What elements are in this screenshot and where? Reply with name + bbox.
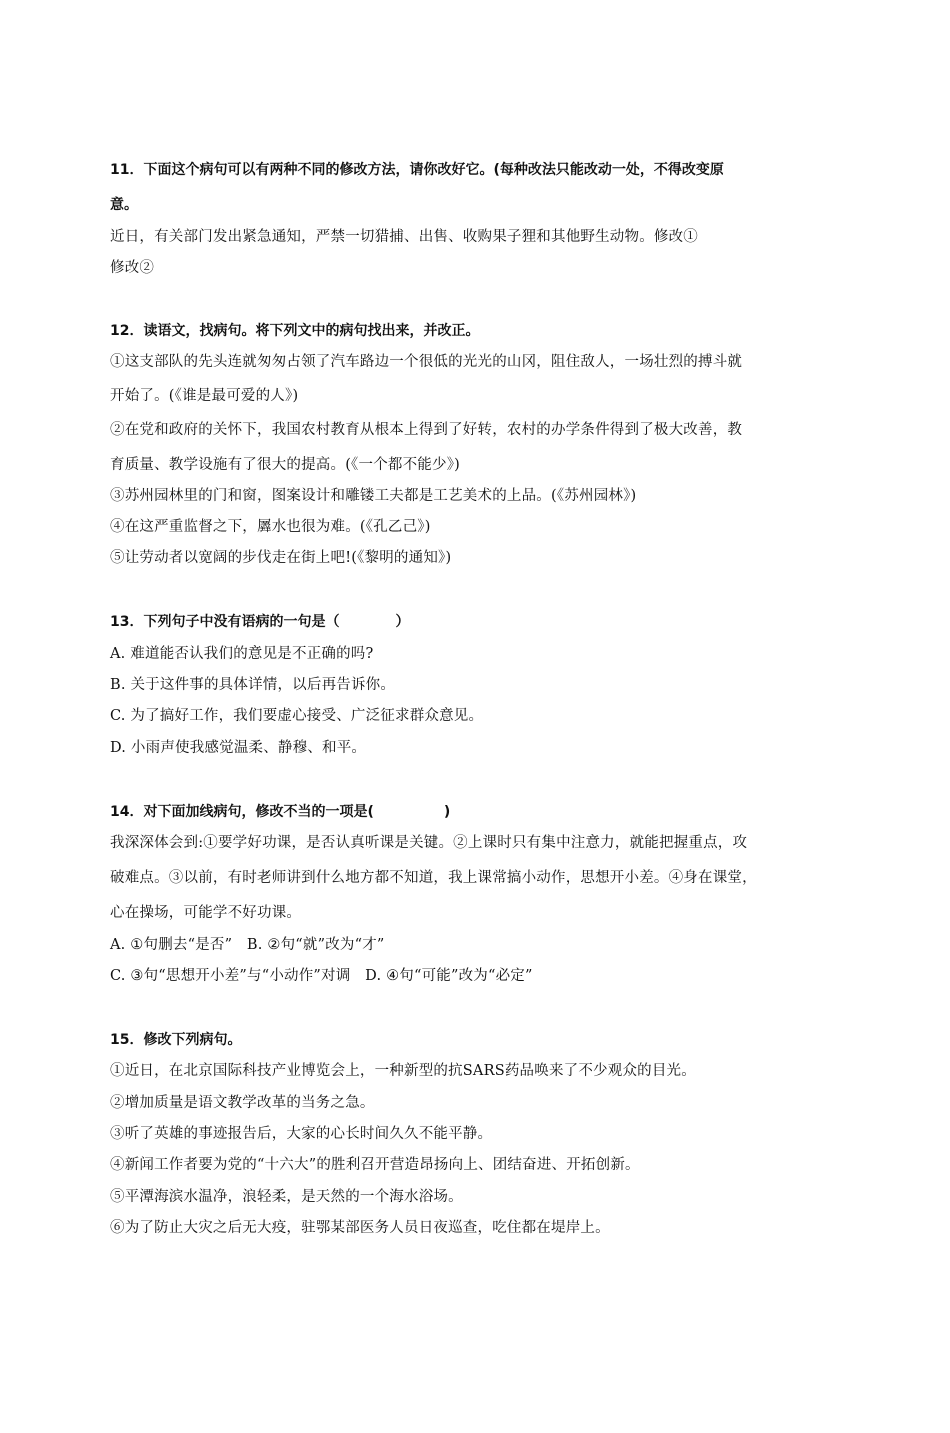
question-12-title: 12．读语文，找病句。将下列文中的病句找出来，并改正。 <box>110 323 480 339</box>
question-12-line-2: 开始了。(《谁是最可爱的人》) <box>110 388 299 404</box>
question-13-option-a: A. 难道能否认我们的意见是不正确的吗? <box>110 646 374 662</box>
question-15-item-1: ①近日，在北京国际科技产业博览会上，一种新型的抗SARS药品唤来了不少观众的目光。 <box>110 1063 696 1079</box>
question-15-item-3: ③听了英雄的事迹报告后，大家的心长时间久久不能平静。 <box>110 1126 493 1142</box>
question-14-options-cd: C. ③句“思想开小差”与“小动作”对调 D. ④句“可能”改为“必定” <box>110 968 533 984</box>
question-11-title: 11．下面这个病句可以有两种不同的修改方法，请你改好它。(每种改法只能改动一处，不得改变原 <box>110 162 724 178</box>
question-13-option-b: B. 关于这件事的具体详情，以后再告诉你。 <box>110 677 396 693</box>
question-12-line-3: ②在党和政府的关怀下，我国农村教育从根本上得到了好转，农村的办学条件得到了极大改善，教 <box>110 422 743 438</box>
question-14-line-3: 心在操场，可能学不好功课。 <box>110 905 302 921</box>
question-14-title: 14．对下面加线病句，修改不当的一项是( ) <box>110 804 451 820</box>
question-11-title-cont: 意。 <box>110 197 138 213</box>
question-15-item-2: ②增加质量是语文教学改革的当务之急。 <box>110 1095 375 1111</box>
question-12-line-4: 育质量、教学设施有了很大的提高。(《一个都不能少》) <box>110 457 461 473</box>
question-12-line-1: ①这支部队的先头连就匆匆占领了汽车路边一个很低的光光的山冈，阻住敌人，一场壮烈的搏斗就 <box>110 354 743 370</box>
question-11-line-2: 修改② <box>110 260 155 276</box>
question-14-line-1: 我深深体会到:①要学好功课，是否认真听课是关键。②上课时只有集中注意力，就能把握重点，攻 <box>110 835 748 851</box>
question-14-options-ab: A. ①句删去“是否” B. ②句“就”改为“才” <box>110 937 385 953</box>
question-15-item-4: ④新闻工作者要为党的“十六大”的胜利召开营造昂扬向上、团结奋进、开拓创新。 <box>110 1157 640 1173</box>
question-13-option-d: D. 小雨声使我感觉温柔、静穆、和平。 <box>110 740 367 756</box>
question-12-line-6: ④在这严重监督之下，羼水也很为难。(《孔乙己》) <box>110 519 431 535</box>
question-15-item-6: ⑥为了防止大灾之后无大疫，驻鄂某部医务人员日夜巡查，吃住都在堤岸上。 <box>110 1220 610 1236</box>
question-14-line-2: 破难点。③以前，有时老师讲到什么地方都不知道，我上课常搞小动作，思想开小差。④身在课堂， <box>110 870 757 886</box>
question-12-line-5: ③苏州园林里的门和窗，图案设计和雕镂工夫都是工艺美术的上品。(《苏州园林》) <box>110 488 637 504</box>
question-12-line-7: ⑤让劳动者以宽阔的步伐走在街上吧!(《黎明的通知》) <box>110 550 452 566</box>
question-13-title: 13．下列句子中没有语病的一句是（ ） <box>110 614 410 630</box>
question-15-title: 15．修改下列病句。 <box>110 1032 242 1048</box>
question-11-line-1: 近日，有关部门发出紧急通知，严禁一切猎捕、出售、收购果子狸和其他野生动物。修改① <box>110 229 698 245</box>
question-15-item-5: ⑤平潭海滨水温净，浪轻柔，是天然的一个海水浴场。 <box>110 1189 463 1205</box>
question-13-option-c: C. 为了搞好工作，我们要虚心接受、广泛征求群众意见。 <box>110 708 484 724</box>
